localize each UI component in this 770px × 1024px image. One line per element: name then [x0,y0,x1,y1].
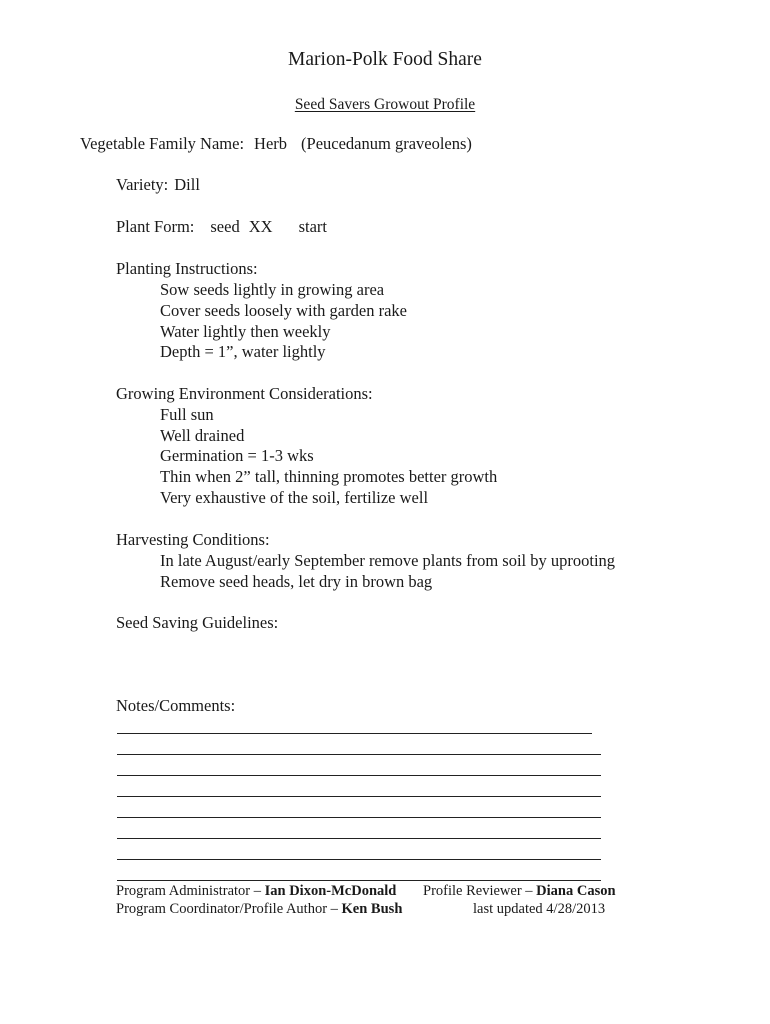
plant-form-start: start [298,217,327,236]
harvesting-item: In late August/early September remove plants from soil by uprooting [160,550,616,570]
admin-name: Ian Dixon-McDonald [264,883,397,899]
footer-admin [116,882,396,900]
vegetable-family-latin: (Peucedanum graveolens) [301,134,472,153]
reviewer-name: Diana Cason [536,883,616,899]
footer-reviewer [423,882,616,900]
plant-form-seed-mark: XX [248,217,273,236]
vegetable-family-row [80,134,472,155]
notes-line [117,733,592,734]
variety-value: Dill [174,175,200,194]
environment-heading: Growing Environment Considerations: [116,384,373,403]
planting-item: Cover seeds loosely with garden rake [160,300,407,320]
harvesting-item: Remove seed heads, let dry in brown bag [160,571,433,591]
document-title: Marion-Polk Food Share [288,49,482,70]
reviewer-label: Profile Reviewer – [423,883,533,899]
variety-label: Variety: [116,175,169,194]
environment-item: Very exhaustive of the soil, fertilize well [160,488,429,507]
harvesting-heading: Harvesting Conditions: [116,530,270,549]
environment-item: Germination = 1-3 wks [160,446,314,466]
seed-saving-heading: Seed Saving Guidelines: [116,613,279,632]
plant-form-seed: seed [210,217,240,236]
notes-line [117,754,601,755]
environment-item: Full sun [160,404,214,424]
variety-row [116,175,200,196]
footer-updated: last updated 4/28/2013 [473,901,606,917]
environment-item: Well drained [160,425,245,445]
plant-form-row [116,217,327,238]
plant-form-label: Plant Form: [116,217,195,236]
coordinator-label: Program Coordinator/Profile Author – [116,901,338,917]
vegetable-family-label: Vegetable Family Name: [80,134,245,153]
coordinator-name: Ken Bush [341,901,403,917]
notes-line [117,775,601,776]
vegetable-family-value: Herb [254,134,288,153]
planting-heading: Planting Instructions: [116,259,258,278]
planting-item: Sow seeds lightly in growing area [160,280,385,299]
notes-line [117,838,601,839]
notes-line [117,817,601,818]
notes-line [117,859,601,860]
notes-line [117,796,601,797]
notes-line [117,880,601,881]
planting-item: Water lightly then weekly [160,321,331,341]
notes-heading: Notes/Comments: [116,696,236,715]
planting-item: Depth = 1”, water lightly [160,342,326,362]
environment-item: Thin when 2” tall, thinning promotes better growth [160,467,498,487]
footer-coordinator [116,900,402,918]
admin-label: Program Administrator – [116,883,261,899]
document-subtitle: Seed Savers Growout Profile [294,96,476,113]
